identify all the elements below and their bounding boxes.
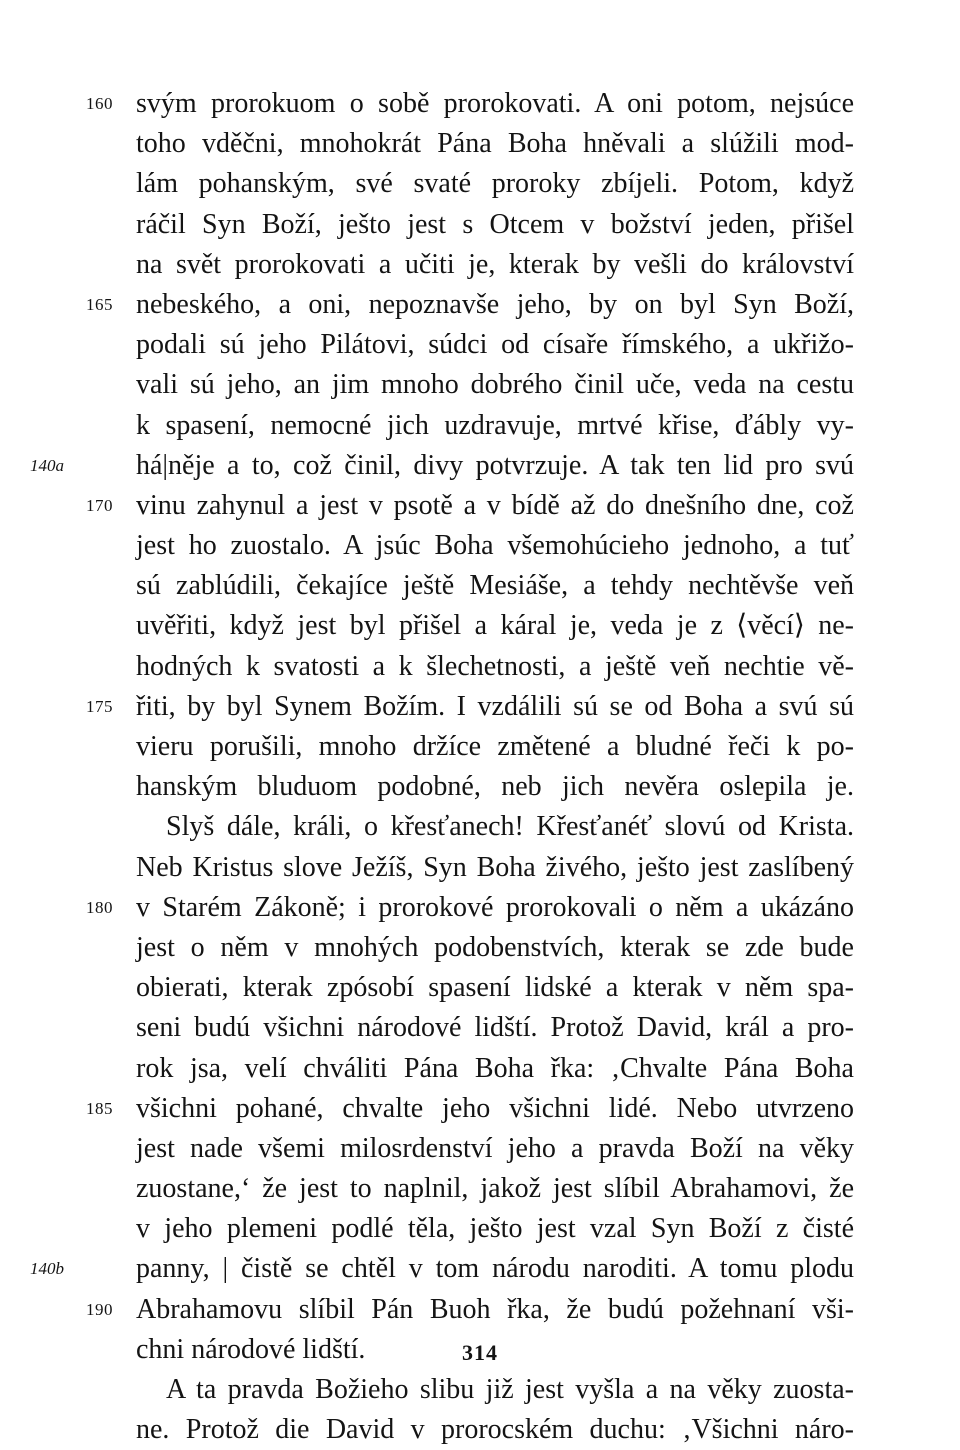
text-line	[0, 84, 960, 124]
text-line	[0, 848, 960, 888]
text-line	[0, 285, 960, 325]
line-text: A ta pravda Božieho slibu již jest vyšla a na věky zuosta-	[166, 1374, 854, 1405]
line-text: řiti, by byl Synem Božím. I vzdálili sú se od Boha a svú sú	[136, 690, 854, 722]
line-text: obierati, kterak zpósobí spasení lidské a kterak v něm spa-	[136, 972, 854, 1004]
line-text: hodných k svatosti a k šlechetnosti, a ještě veň nechtie vě-	[136, 650, 854, 682]
text-line	[0, 245, 960, 285]
line-number: 160	[86, 94, 113, 113]
text-line	[0, 928, 960, 968]
line-text: lám pohanským, své svaté proroky zbíjeli. Potom, když	[136, 168, 854, 200]
line-text: k spasení, nemocné jich uzdravuje, mrtvé křise, ďábly vy-	[136, 409, 854, 441]
text-line	[0, 1089, 960, 1129]
line-number: 175	[86, 696, 113, 716]
line-text: ráčil Syn Boží, ješto jest s Otcem v božství jeden, přišel	[136, 208, 854, 240]
line-text: jest o něm v mnohých podobenstvích, kterak se zde bude	[136, 931, 854, 963]
text-line	[0, 1129, 960, 1169]
text-line	[0, 888, 960, 928]
text-line	[0, 807, 960, 847]
text-line	[0, 406, 960, 446]
text-line	[0, 124, 960, 164]
text-line	[0, 1169, 960, 1209]
text-line	[0, 647, 960, 687]
line-text: panny, | čistě se chtěl v tom národu naroditi. A tomu plodu	[136, 1253, 854, 1285]
text-line	[0, 1410, 960, 1450]
text-line	[0, 1008, 960, 1048]
text-line	[0, 1249, 960, 1289]
text-line	[0, 1370, 960, 1410]
line-text: há|něje a to, což činil, divy potvrzuje. A tak ten lid pro svú	[136, 449, 854, 481]
text-block	[0, 84, 960, 1450]
text-line	[0, 325, 960, 365]
line-text: v jeho plemeni podlé těla, ješto jest vzal Syn Boží z čisté	[136, 1213, 854, 1245]
text-line	[0, 164, 960, 204]
text-line	[0, 365, 960, 405]
line-text: Slyš dále, králi, o křesťanech! Křesťanéť slovú od Krista.	[166, 811, 854, 843]
text-line	[0, 526, 960, 566]
line-number: 165	[86, 294, 113, 314]
line-text: seni budú všichni národové lidští. Protož David, král a pro-	[136, 1012, 854, 1044]
line-text: chni národové lidští.	[136, 1333, 366, 1365]
line-text: hanským bluduom podobné, neb jich nevěra oslepila je.	[136, 771, 854, 803]
text-line	[0, 1209, 960, 1249]
line-text: ne. Protož die David v prorocském duchu: ‚Všichni náro-	[136, 1414, 854, 1446]
line-text: vieru porušili, mnoho držíce změtené a bludné řeči k po-	[136, 731, 854, 762]
text-line	[0, 446, 960, 486]
folio-marker: 140b	[30, 1259, 64, 1279]
text-line	[0, 566, 960, 606]
text-line	[0, 205, 960, 245]
line-text: zuostane,‘ že jest to naplnil, jakož jest slíbil Abrahamovi, že	[136, 1173, 854, 1205]
line-text: všichni pohané, chvalte jeho všichni lidé. Nebo utvrzeno	[136, 1092, 854, 1124]
line-text: jest ho zuostalo. A jsúc Boha všemohúcieho jednoho, a tuť	[136, 530, 854, 562]
line-text: vali sú jeho, an jim mnoho dobrého činil uče, veda na cestu	[136, 369, 854, 401]
text-line	[0, 1290, 960, 1330]
line-text: Abrahamovu slíbil Pán Buoh řka, že budú požehnaní vši-	[136, 1293, 854, 1325]
line-number: 185	[86, 1098, 113, 1118]
line-text: vinu zahynul a jest v psotě a v bídě až do dnešního dne, což	[136, 489, 854, 521]
line-text: sú zablúdili, čekajíce ještě Mesiáše, a tehdy nechtěvše veň	[136, 570, 854, 602]
line-text: na svět prorokovati a učiti je, kterak by vešli do království	[136, 248, 854, 280]
line-text: Neb Kristus slove Ježíš, Syn Boha živého, ješto jest zaslíbený	[136, 851, 854, 883]
text-line	[0, 486, 960, 526]
line-text: jest nade všemi milosrdenství jeho a pravda Boží na věky	[136, 1132, 854, 1164]
line-text: uvěřiti, když jest byl přišel a káral je, veda je z ⟨věcí⟩ ne-	[136, 610, 854, 642]
line-text: podali sú jeho Pilátovi, súdci od císaře římského, a ukřižo-	[136, 329, 854, 361]
text-line	[0, 606, 960, 646]
text-line	[0, 767, 960, 807]
text-line	[0, 727, 960, 767]
line-text: rok jsa, velí chváliti Pána Boha řka: ‚Chvalte Pána Boha	[136, 1052, 854, 1084]
line-text: toho vděčni, mnohokrát Pána Boha hněvali a slúžili mod-	[136, 128, 854, 160]
line-number: 180	[86, 897, 113, 917]
line-text: nebeského, a oni, nepoznavše jeho, by on byl Syn Boží,	[136, 288, 854, 320]
text-line	[0, 687, 960, 727]
line-text: v Starém Zákoně; i prorokové prorokovali o něm a ukázáno	[136, 891, 854, 923]
line-number: 190	[86, 1299, 113, 1319]
line-number: 170	[86, 495, 113, 515]
text-line	[0, 1049, 960, 1089]
line-text: svým prorokuom o sobě prorokovati. A oni potom, nejsúce	[136, 88, 854, 119]
text-line	[0, 968, 960, 1008]
page-number: 314	[462, 1340, 498, 1365]
folio-marker: 140a	[30, 455, 64, 475]
